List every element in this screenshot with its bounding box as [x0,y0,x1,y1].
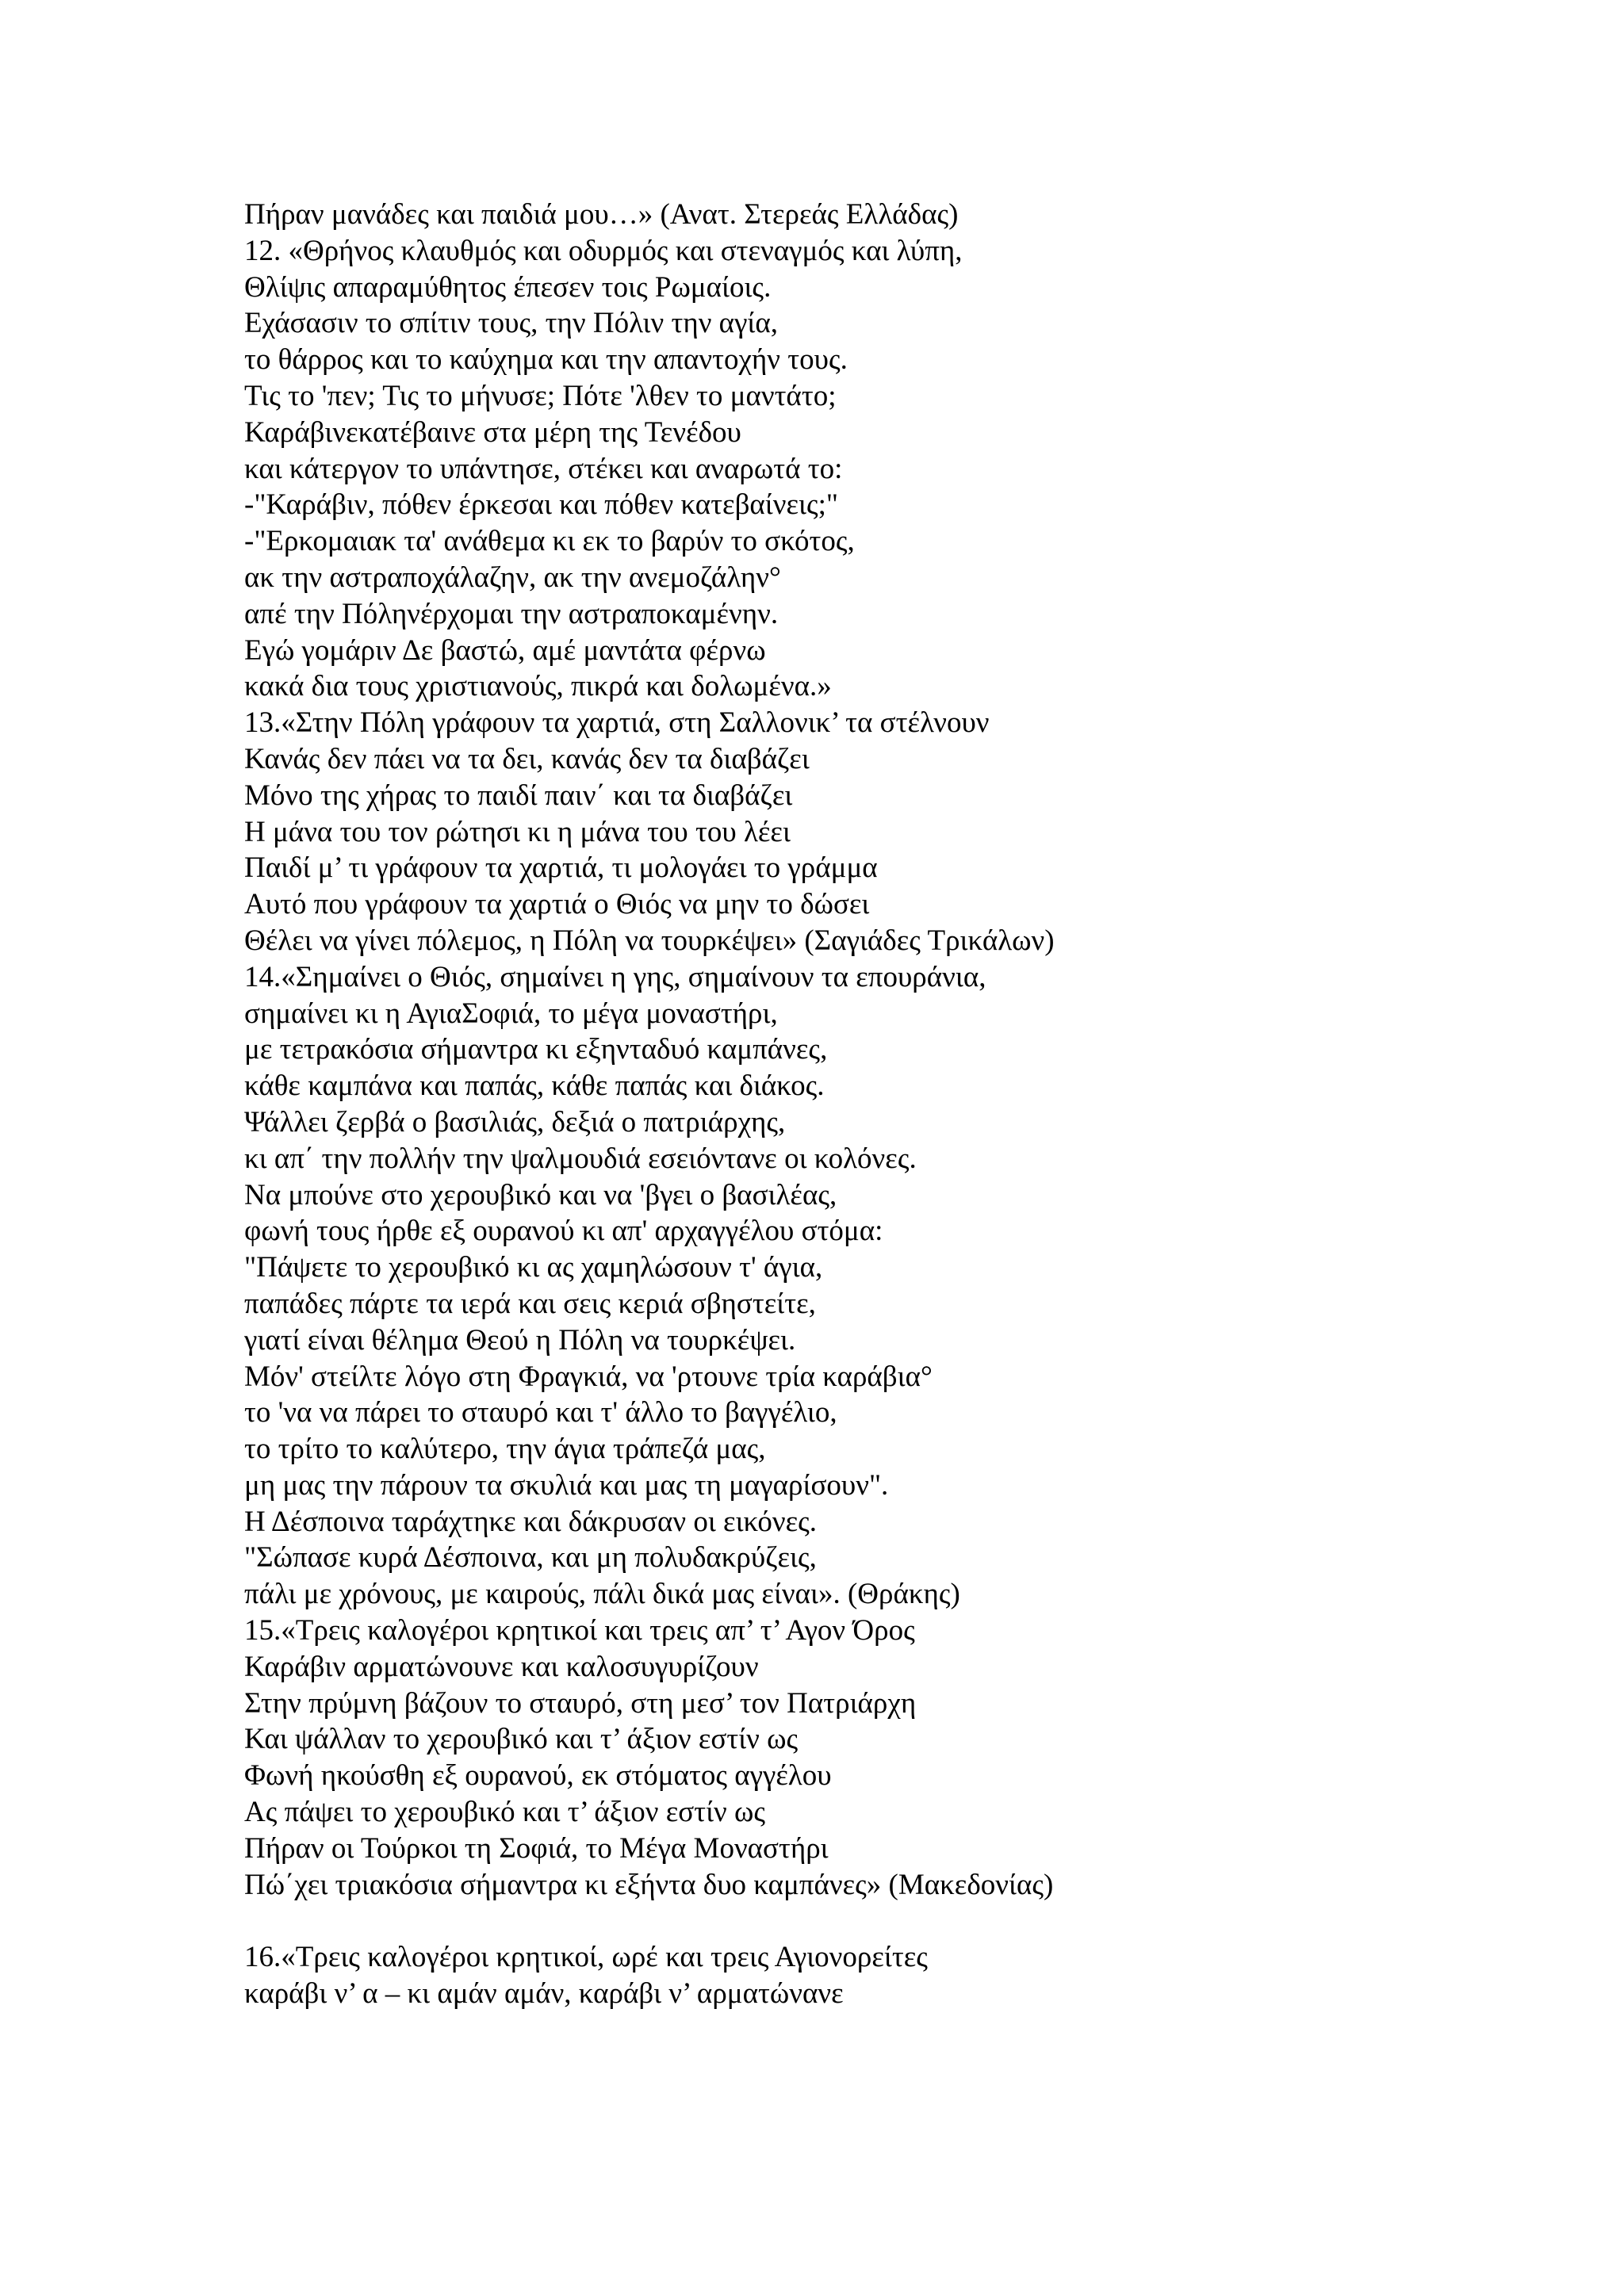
text-line: 15.«Τρεις καλογέροι κρητικοί και τρεις απ’ τ’ Αγον Όρος [244,1614,915,1647]
text-line: Εχάσασιν το σπίτιν τους, την Πόλιν την αγία, [244,307,779,340]
text-line: το 'να να πάρει το σταυρό και τ' άλλο το βαγγέλιο, [244,1396,837,1429]
text-line: Ας πάψει το χερουβικό και τ’ άξιον εστίν ως [244,1796,766,1829]
text-line: -"Καράβιν, πόθεν έρκεσαι και πόθεν κατεβαίνεις;" [244,488,839,522]
text-line: Πήραν οι Τούρκοι τη Σοφιά, το Μέγα Μοναστήρι [244,1831,829,1865]
text-line: Φωνή ηκούσθη εξ ουρανού, εκ στόματος αγγέλου [244,1759,832,1793]
text-line: κάθε καμπάνα και παπάς, κάθε παπάς και διάκος. [244,1070,825,1103]
text-line: και κάτεργον το υπάντησε, στέκει και αναρωτά το: [244,452,843,485]
text-line: καράβι ν’ α – κι αμάν αμάν, καράβι ν’ αρματώνανε [244,1977,844,2011]
text-line: Παιδί μ’ τι γράφουν τα χαρτιά, τι μολογάει το γράμμα [244,851,878,885]
text-line: Και ψάλλαν το χερουβικό και τ’ άξιον εστίν ως [244,1723,799,1756]
poem-text [244,197,1592,2012]
text-line: Καράβινεκατέβαινε στα μέρη της Τενέδου [244,415,741,449]
text-line: Θέλει να γίνει πόλεμος, η Πόλη να τουρκέψει» (Σαγιάδες Τρικάλων) [244,924,1055,957]
text-line: 14.«Σημαίνει ο Θιός, σημαίνει η γης, σημαίνουν τα επουράνια, [244,960,986,993]
text-line: Καράβιν αρματώνουνε και καλοσυγυρίζουν [244,1650,759,1683]
text-line: Η μάνα του τον ρώτησι κι η μάνα του του λέει [244,815,791,848]
text-line: Στην πρύμνη βάζουν το σταυρό, στη μεσ’ τον Πατριάρχη [244,1686,917,1720]
text-line: -"Ερκομαιακ τα' ανάθεμα κι εκ το βαρύν το σκότος, [244,525,855,558]
text-line: Μόνο της χήρας το παιδί παιν΄ και τα διαβάζει [244,779,793,812]
text-line: 12. «Θρήνος κλαυθμός και οδυρμός και στεναγμός και λύπη, [244,234,963,267]
text-line: Αυτό που γράφουν τα χαρτιά ο Θιός να μην το δώσει [244,888,870,921]
text-line: παπάδες πάρτε τα ιερά και σεις κεριά σβηστείτε, [244,1287,816,1320]
text-line: 13.«Στην Πόλη γράφουν τα χαρτιά, στη Σαλλονικ’ τα στέλνουν [244,706,990,740]
text-line: 16.«Τρεις καλογέροι κρητικοί, ωρέ και τρεις Αγιονορείτες [244,1941,928,1974]
text-line: Τις το 'πεν; Τις το μήνυσε; Πότε 'λθεν το μαντάτο; [244,379,837,412]
blank-line [244,1903,1592,1939]
text-line: ακ την αστραποχάλαζην, ακ την ανεμοζάλην° [244,561,781,594]
text-line: κι απ΄ την πολλήν την ψαλμουδιά εσειόντανε οι κολόνες. [244,1142,917,1175]
text-line: φωνή τους ήρθε εξ ουρανού κι απ' αρχαγγέλου στόμα: [244,1215,883,1248]
text-line: το τρίτο το καλύτερο, την άγια τράπεζά μας, [244,1433,766,1466]
text-line: κακά δια τους χριστιανούς, πικρά και δολωμένα.» [244,670,832,703]
text-line: απέ την Πόληνέρχομαι την αστραποκαμένην. [244,597,779,630]
text-line: σημαίνει κι η ΑγιαΣοφιά, το μέγα μοναστήρι, [244,997,778,1030]
text-line: Η Δέσποινα ταράχτηκε και δάκρυσαν οι εικόνες. [244,1505,818,1538]
text-line: "Πάψετε το χερουβικό κι ας χαμηλώσουν τ' άγια, [244,1251,823,1284]
text-line: Εγώ γομάριν Δε βαστώ, αμέ μαντάτα φέρνω [244,633,766,667]
text-line: με τετρακόσια σήμαντρα κι εξηνταδυό καμπάνες, [244,1033,828,1066]
text-line: το θάρρος και το καύχημα και την απαντοχήν τους. [244,343,848,377]
text-line: μη μας την πάρουν τα σκυλιά και μας τη μαγαρίσουν". [244,1468,889,1502]
text-line: Πώ΄χει τριακόσια σήμαντρα κι εξήντα δυο καμπάνες» (Μακεδονίας) [244,1868,1054,1901]
text-line: Θλίψις απαραμύθητος έπεσεν τοις Ρωμαίοις. [244,270,772,304]
text-line: γιατί είναι θέλημα Θεού η Πόλη να τουρκέψει. [244,1323,796,1357]
text-line: Πήραν μανάδες και παιδιά μου…» (Ανατ. Στερεάς Ελλάδας) [244,198,959,231]
text-line: Να μπούνε στο χερουβικό και να 'βγει ο βασιλέας, [244,1178,837,1211]
text-line: πάλι με χρόνους, με καιρούς, πάλι δικά μας είναι». (Θράκης) [244,1578,960,1611]
text-line: "Σώπασε κυρά Δέσποινα, και μη πολυδακρύζεις, [244,1541,817,1575]
text-line: Κανάς δεν πάει να τα δει, κανάς δεν τα διαβάζει [244,742,810,775]
text-line: Ψάλλει ζερβά ο βασιλιάς, δεξιά ο πατριάρχης, [244,1105,786,1138]
text-line: Μόν' στείλτε λόγο στη Φραγκιά, να 'ρτουνε τρία καράβια° [244,1360,933,1393]
